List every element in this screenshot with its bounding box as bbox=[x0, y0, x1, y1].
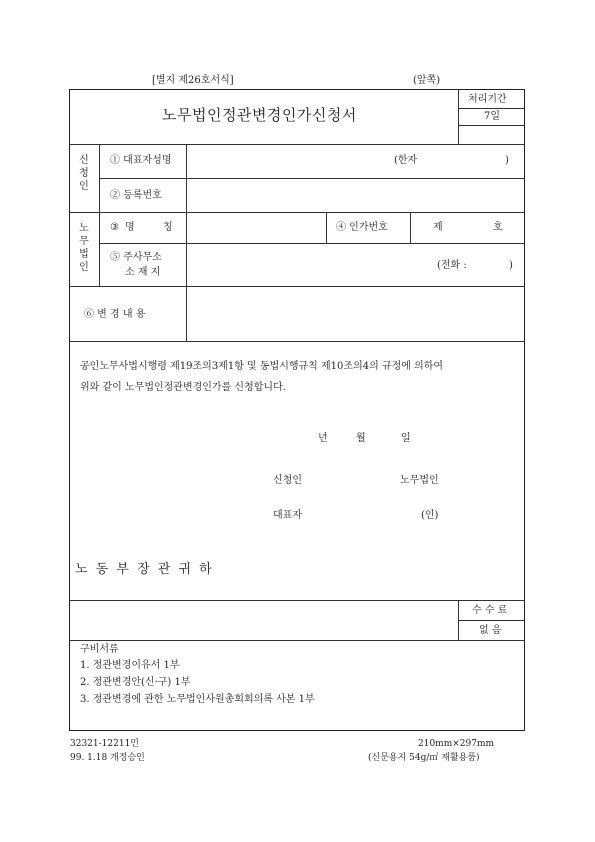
paper-type: (신문용지 54g/㎡ 재활용품) bbox=[368, 753, 480, 763]
registration-number-field[interactable] bbox=[187, 179, 524, 211]
date-year: 년 bbox=[318, 433, 328, 444]
firm-signature-label: 노무법인 bbox=[400, 475, 439, 486]
documents-heading: 구비서류 bbox=[80, 644, 119, 655]
license-je: 제 bbox=[433, 222, 443, 233]
hanja-note: (한자 bbox=[394, 155, 418, 166]
firm-name-label-b: 칭 bbox=[163, 222, 173, 233]
date-day: 일 bbox=[401, 433, 411, 444]
page-side-label: (앞쪽) bbox=[413, 75, 441, 86]
fee-label: 수 수 료 bbox=[472, 605, 508, 616]
firm-name-label-a: 명 bbox=[125, 222, 135, 233]
office-address-field[interactable] bbox=[187, 244, 524, 285]
statement-line-2: 위와 같이 노무법인정관변경인가를 신청합니다. bbox=[80, 382, 286, 393]
license-number-field[interactable] bbox=[411, 213, 524, 242]
processing-period-label: 처리기간 bbox=[468, 94, 507, 105]
document-item: 1. 정관변경이유서 1부 bbox=[80, 660, 180, 671]
document-item: 2. 정관변경안(신·구) 1부 bbox=[80, 677, 191, 688]
license-ho: 호 bbox=[493, 222, 503, 233]
hanja-note-close: ) bbox=[505, 155, 509, 166]
date-month: 월 bbox=[356, 433, 366, 444]
firm-section-label: 노 무 법 인 bbox=[79, 223, 89, 273]
license-number-label: ④ 인가번호 bbox=[336, 222, 388, 233]
form-code: 32321-12211민 bbox=[70, 739, 139, 749]
statement-line-1: 공인노무사법시행령 제19조의3제1항 및 동법시행규칙 제10조의4의 규정에 의하여 bbox=[80, 361, 444, 372]
fee-value: 없 음 bbox=[479, 625, 502, 636]
phone-close: ) bbox=[509, 260, 513, 271]
form-number: [별지 제26호서식] bbox=[152, 75, 234, 86]
representative-label: 대표자 bbox=[273, 510, 302, 521]
office-label-line2: 소 재 지 bbox=[125, 267, 161, 278]
office-label-line1: ⑤ 주사무소 bbox=[110, 252, 162, 263]
document-item: 3. 정관변경에 관한 노무법인사원총회회의록 사본 1부 bbox=[80, 694, 315, 705]
firm-name-field[interactable] bbox=[187, 213, 325, 242]
rep-name-field[interactable] bbox=[187, 145, 524, 177]
applicant-signature-label: 신청인 bbox=[273, 475, 302, 486]
form-title: 노무법인정관변경인가신청서 bbox=[162, 106, 357, 124]
change-contents-field[interactable] bbox=[187, 287, 524, 340]
firm-name-label-num: ③ bbox=[110, 222, 119, 233]
seal-label: (인) bbox=[421, 510, 439, 521]
registration-number-label: ② 등록번호 bbox=[110, 190, 162, 201]
processing-period-value: 7일 bbox=[484, 111, 501, 122]
rep-name-label: ① 대표자성명 bbox=[110, 155, 172, 166]
change-contents-label: ⑥ 변 경 내 용 bbox=[84, 309, 146, 320]
phone-label: (전화 : bbox=[437, 260, 467, 271]
paper-size: 210mm×297mm bbox=[418, 739, 495, 749]
applicant-section-label: 신 청 인 bbox=[79, 155, 89, 192]
addressee: 노 동 부 장 관 귀 하 bbox=[75, 562, 214, 577]
approval-date: 99. 1.18 개정승인 bbox=[70, 753, 145, 763]
